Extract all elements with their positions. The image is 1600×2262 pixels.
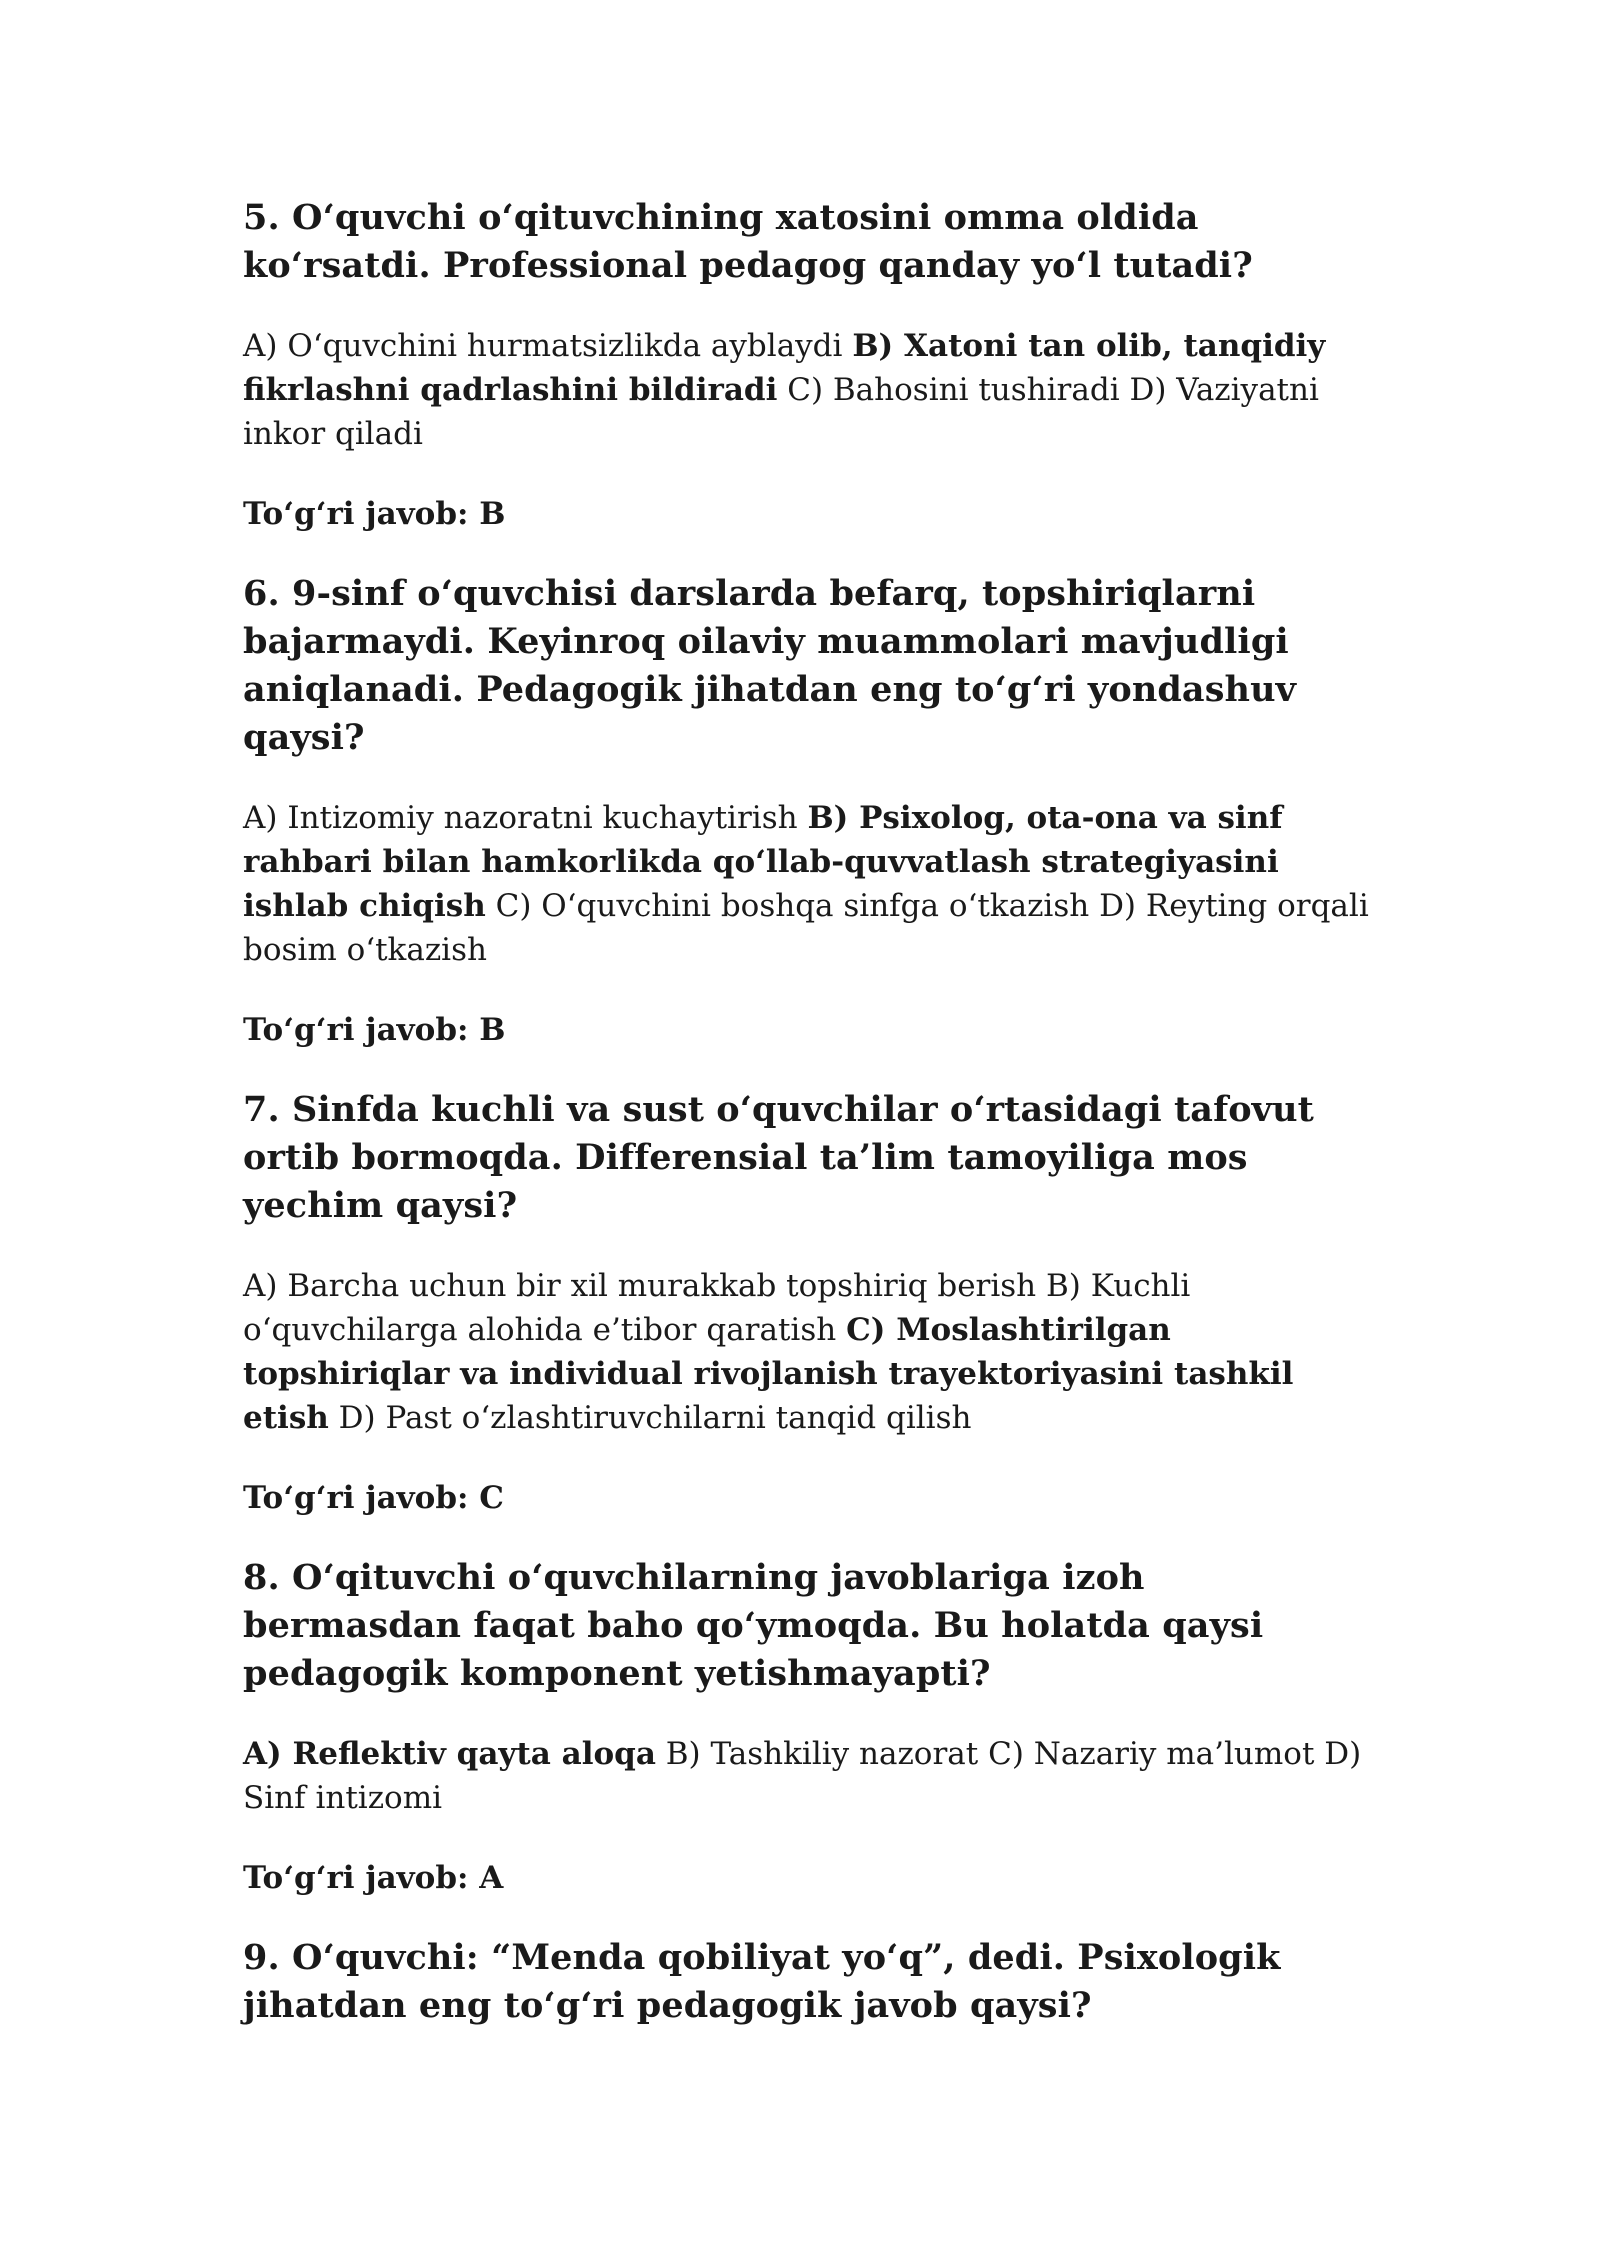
question-title: 9. O‘quvchi: “Menda qobiliyat yo‘q”, dedi. Psixologik jihatdan eng to‘g‘ri pedagogik javob qaysi? [243, 1937, 1281, 2026]
document-page [243, 194, 1373, 2064]
option-b: B) Psixolog, ota-ona va sinf rahbari bilan hamkorlikda qo‘llab-quvvatlash strategiyasini ishlab chiqish [243, 800, 1283, 924]
option-d: D) Past o‘zlashtiruvchilarni tanqid qilish [338, 1400, 972, 1436]
correct-answer: To‘g‘ri javob: B [243, 496, 506, 532]
question-options [243, 324, 1373, 456]
option-c: C) O‘quvchini boshqa sinfga o‘tkazish [495, 888, 1090, 924]
correct-answer: To‘g‘ri javob: B [243, 1012, 506, 1048]
question-block-9 [243, 1934, 1373, 2030]
question-title: 7. Sinfda kuchli va sust o‘quvchilar o‘rtasidagi tafovut ortib bormoqda. Differensial ta’lim tamoyiliga mos yechim qaysi? [243, 1089, 1314, 1226]
option-d: D) Reyting orqali bosim o‘tkazish [243, 888, 1369, 968]
question-block-7 [243, 1086, 1373, 1520]
question-options [243, 1732, 1373, 1820]
option-a: A) Barcha uchun bir xil murakkab topshiriq berish [243, 1268, 1037, 1304]
question-block-8 [243, 1554, 1373, 1900]
option-a: A) Reflektiv qayta aloqa [243, 1736, 656, 1772]
question-options [243, 796, 1373, 972]
question-title: 8. O‘qituvchi o‘quvchilarning javoblariga izoh bermasdan faqat baho qo‘ymoqda. Bu holatda qaysi pedagogik komponent yetishmayapti? [243, 1557, 1264, 1694]
option-a: A) O‘quvchini hurmatsizlikda ayblaydi [243, 328, 843, 364]
question-title: 6. 9-sinf o‘quvchisi darslarda befarq, topshiriqlarni bajarmaydi. Keyinroq oilaviy muammolari mavjudligi aniqlanadi. Pedagogik jihatdan eng to‘g‘ri yondashuv qaysi? [243, 573, 1297, 758]
option-c: C) Moslashtirilgan topshiriqlar va individual rivojlanish trayektoriyasini tashkil etish [243, 1312, 1294, 1436]
question-title: 5. O‘quvchi o‘qituvchining xatosini omma oldida ko‘rsatdi. Professional pedagog qanday yo‘l tutadi? [243, 197, 1253, 286]
option-b: B) Xatoni tan olib, tanqidiy fikrlashni qadrlashini bildiradi [243, 328, 1326, 408]
correct-answer: To‘g‘ri javob: C [243, 1480, 504, 1516]
correct-answer: To‘g‘ri javob: A [243, 1860, 504, 1896]
option-c: C) Nazariy ma’lumot [988, 1736, 1315, 1772]
question-options [243, 1264, 1373, 1440]
option-a: A) Intizomiy nazoratni kuchaytirish [243, 800, 798, 836]
option-b: B) Kuchli o‘quvchilarga alohida e’tibor qaratish [243, 1268, 1191, 1348]
option-d: D) Sinf intizomi [243, 1736, 1362, 1816]
question-block-5 [243, 194, 1373, 536]
question-block-6 [243, 570, 1373, 1052]
option-c: C) Bahosini tushiradi [787, 372, 1120, 408]
option-b: B) Tashkiliy nazorat [665, 1736, 979, 1772]
option-d: D) Vaziyatni inkor qiladi [243, 372, 1319, 452]
